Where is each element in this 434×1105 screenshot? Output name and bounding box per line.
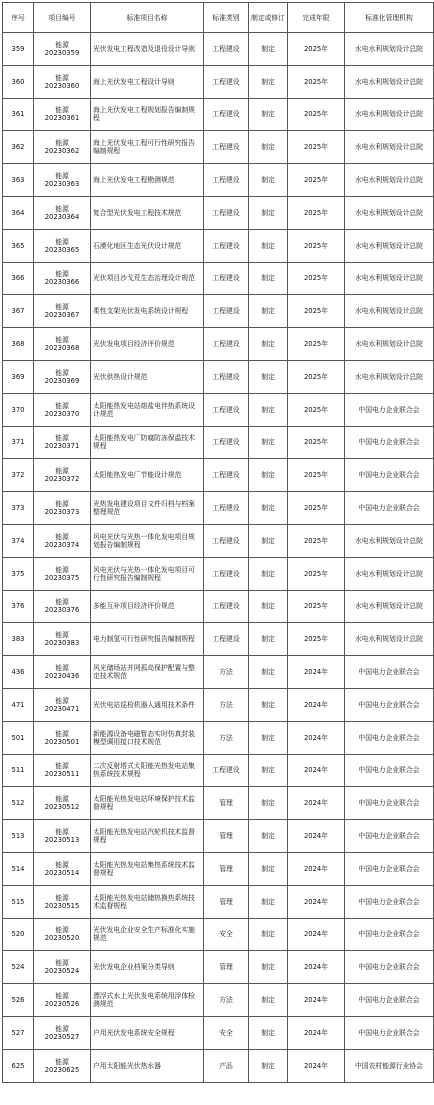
table-row — [3, 656, 434, 689]
cell-revise-type: 制定 — [249, 33, 288, 66]
cell-project-code: 能源 20230383 — [34, 623, 91, 656]
cell-category: 工程建设 — [204, 623, 249, 656]
table-row — [3, 951, 434, 984]
cell-serial: 376 — [3, 590, 34, 623]
cell-project-name: 光伏发电项目经济评价规范 — [91, 328, 204, 361]
cell-serial: 361 — [3, 98, 34, 131]
cell-category: 工程建设 — [204, 393, 249, 426]
cell-project-name: 户用光伏发电系统安全规程 — [91, 1016, 204, 1049]
table-header-row — [3, 3, 434, 33]
cell-category: 工程建设 — [204, 65, 249, 98]
cell-serial: 625 — [3, 1049, 34, 1082]
cell-category: 工程建设 — [204, 492, 249, 525]
cell-deadline: 2025年 — [288, 492, 345, 525]
cell-agency: 中国电力企业联合会 — [345, 393, 434, 426]
cell-project-name: 太阳能光热发电站汽轮机技术监督规程 — [91, 820, 204, 853]
cell-revise-type: 制定 — [249, 852, 288, 885]
cell-serial: 370 — [3, 393, 34, 426]
cell-agency: 中国电力企业联合会 — [345, 852, 434, 885]
cell-deadline: 2025年 — [288, 623, 345, 656]
cell-project-code: 能源 20230515 — [34, 885, 91, 918]
cell-category: 工程建设 — [204, 262, 249, 295]
cell-project-name: 风光储场站并网孤岛保护配置与整定技术规范 — [91, 656, 204, 689]
cell-agency: 水电水利规划设计总院 — [345, 295, 434, 328]
cell-serial: 375 — [3, 557, 34, 590]
table-row — [3, 754, 434, 787]
table-row — [3, 688, 434, 721]
cell-project-name: 海上光伏发电工程可行性研究报告编制规程 — [91, 131, 204, 164]
cell-deadline: 2025年 — [288, 557, 345, 590]
cell-category: 工程建设 — [204, 557, 249, 590]
cell-project-code: 能源 20230512 — [34, 787, 91, 820]
cell-agency: 水电水利规划设计总院 — [345, 360, 434, 393]
cell-revise-type: 制定 — [249, 951, 288, 984]
cell-project-name: 太阳能热发电厂防腐防冻保温技术规程 — [91, 426, 204, 459]
cell-deadline: 2024年 — [288, 1049, 345, 1082]
cell-category: 工程建设 — [204, 196, 249, 229]
table-row — [3, 623, 434, 656]
cell-deadline: 2024年 — [288, 984, 345, 1017]
table-row — [3, 98, 434, 131]
cell-project-name: 光伏供热设计规范 — [91, 360, 204, 393]
cell-project-code: 能源 20230513 — [34, 820, 91, 853]
cell-project-code: 能源 20230368 — [34, 328, 91, 361]
table-row — [3, 492, 434, 525]
cell-project-code: 能源 20230376 — [34, 590, 91, 623]
cell-project-name: 光伏发电企业安全生产标准化实施规范 — [91, 918, 204, 951]
cell-revise-type: 制定 — [249, 1016, 288, 1049]
cell-project-code: 能源 20230471 — [34, 688, 91, 721]
cell-serial: 513 — [3, 820, 34, 853]
cell-serial: 514 — [3, 852, 34, 885]
cell-serial: 520 — [3, 918, 34, 951]
cell-agency: 中国电力企业联合会 — [345, 426, 434, 459]
cell-project-code: 能源 20230526 — [34, 984, 91, 1017]
cell-serial: 367 — [3, 295, 34, 328]
cell-revise-type: 制定 — [249, 393, 288, 426]
cell-deadline: 2025年 — [288, 328, 345, 361]
cell-category: 工程建设 — [204, 328, 249, 361]
cell-category: 工程建设 — [204, 164, 249, 197]
cell-agency: 水电水利规划设计总院 — [345, 623, 434, 656]
cell-deadline: 2025年 — [288, 33, 345, 66]
cell-revise-type: 制定 — [249, 820, 288, 853]
cell-deadline: 2025年 — [288, 229, 345, 262]
cell-agency: 中国电力企业联合会 — [345, 492, 434, 525]
cell-revise-type: 制定 — [249, 656, 288, 689]
cell-category: 工程建设 — [204, 426, 249, 459]
cell-revise-type: 制定 — [249, 524, 288, 557]
cell-category: 工程建设 — [204, 33, 249, 66]
cell-category: 安全 — [204, 1016, 249, 1049]
table-row — [3, 721, 434, 754]
header-serial: 序号 — [3, 3, 34, 33]
cell-project-code: 能源 20230370 — [34, 393, 91, 426]
cell-category: 工程建设 — [204, 590, 249, 623]
cell-agency: 中国电力企业联合会 — [345, 820, 434, 853]
cell-revise-type: 制定 — [249, 984, 288, 1017]
table-row — [3, 393, 434, 426]
cell-project-code: 能源 20230511 — [34, 754, 91, 787]
cell-category: 工程建设 — [204, 131, 249, 164]
cell-project-name: 太阳能光热发电站储热换热系统技术监督规程 — [91, 885, 204, 918]
cell-serial: 368 — [3, 328, 34, 361]
cell-deadline: 2025年 — [288, 360, 345, 393]
cell-deadline: 2024年 — [288, 951, 345, 984]
cell-serial: 526 — [3, 984, 34, 1017]
cell-agency: 中国电力企业联合会 — [345, 918, 434, 951]
cell-revise-type: 制定 — [249, 885, 288, 918]
cell-category: 安全 — [204, 918, 249, 951]
table-row — [3, 885, 434, 918]
header-category: 标准类别 — [204, 3, 249, 33]
table-row — [3, 131, 434, 164]
cell-project-name: 光伏项目沙戈荒生态治理设计规范 — [91, 262, 204, 295]
cell-deadline: 2024年 — [288, 852, 345, 885]
table-row — [3, 787, 434, 820]
cell-project-name: 多能互补项目经济评价规范 — [91, 590, 204, 623]
table-row — [3, 196, 434, 229]
cell-agency: 水电水利规划设计总院 — [345, 164, 434, 197]
cell-project-code: 能源 20230520 — [34, 918, 91, 951]
cell-serial: 365 — [3, 229, 34, 262]
table-row — [3, 820, 434, 853]
cell-deadline: 2024年 — [288, 721, 345, 754]
table-row — [3, 984, 434, 1017]
cell-revise-type: 制定 — [249, 459, 288, 492]
cell-project-code: 能源 20230501 — [34, 721, 91, 754]
cell-serial: 436 — [3, 656, 34, 689]
cell-project-code: 能源 20230369 — [34, 360, 91, 393]
table-row — [3, 328, 434, 361]
cell-agency: 水电水利规划设计总院 — [345, 590, 434, 623]
cell-deadline: 2024年 — [288, 918, 345, 951]
cell-deadline: 2025年 — [288, 426, 345, 459]
cell-agency: 中国电力企业联合会 — [345, 656, 434, 689]
cell-project-name: 柔性支架光伏发电系统设计规程 — [91, 295, 204, 328]
cell-project-name: 户用太阳能光伏热水器 — [91, 1049, 204, 1082]
header-project-name: 标准项目名称 — [91, 3, 204, 33]
cell-project-name: 太阳能光热发电站环境保护技术监督规程 — [91, 787, 204, 820]
cell-category: 产品 — [204, 1049, 249, 1082]
cell-agency: 水电水利规划设计总院 — [345, 33, 434, 66]
cell-category: 工程建设 — [204, 229, 249, 262]
standards-table — [2, 2, 434, 1083]
cell-deadline: 2024年 — [288, 656, 345, 689]
cell-serial: 363 — [3, 164, 34, 197]
cell-serial: 511 — [3, 754, 34, 787]
cell-agency: 水电水利规划设计总院 — [345, 524, 434, 557]
cell-deadline: 2024年 — [288, 787, 345, 820]
cell-category: 工程建设 — [204, 524, 249, 557]
table-row — [3, 65, 434, 98]
cell-agency: 中国电力企业联合会 — [345, 688, 434, 721]
cell-deadline: 2025年 — [288, 524, 345, 557]
cell-revise-type: 制定 — [249, 328, 288, 361]
cell-category: 工程建设 — [204, 754, 249, 787]
cell-revise-type: 制定 — [249, 98, 288, 131]
cell-agency: 水电水利规划设计总院 — [345, 262, 434, 295]
cell-serial: 371 — [3, 426, 34, 459]
cell-project-name: 石漠化地区生态光伏设计规范 — [91, 229, 204, 262]
cell-project-code: 能源 20230374 — [34, 524, 91, 557]
cell-serial: 364 — [3, 196, 34, 229]
cell-revise-type: 制定 — [249, 918, 288, 951]
table-row — [3, 295, 434, 328]
cell-project-code: 能源 20230373 — [34, 492, 91, 525]
cell-category: 方法 — [204, 721, 249, 754]
header-project-code: 项目编号 — [34, 3, 91, 33]
cell-category: 方法 — [204, 984, 249, 1017]
cell-serial: 515 — [3, 885, 34, 918]
cell-project-code: 能源 20230365 — [34, 229, 91, 262]
cell-project-code: 能源 20230360 — [34, 65, 91, 98]
cell-project-code: 能源 20230375 — [34, 557, 91, 590]
cell-project-name: 光热发电建设项目文件归档与档案整理规范 — [91, 492, 204, 525]
cell-revise-type: 制定 — [249, 360, 288, 393]
table-row — [3, 426, 434, 459]
cell-revise-type: 制定 — [249, 262, 288, 295]
cell-agency: 中国电力企业联合会 — [345, 951, 434, 984]
cell-project-code: 能源 20230372 — [34, 459, 91, 492]
cell-agency: 中国电力企业联合会 — [345, 984, 434, 1017]
cell-serial: 373 — [3, 492, 34, 525]
cell-category: 工程建设 — [204, 98, 249, 131]
cell-project-name: 风电光伏与光热一体化发电项目规划报告编制规程 — [91, 524, 204, 557]
cell-project-code: 能源 20230524 — [34, 951, 91, 984]
cell-revise-type: 制定 — [249, 623, 288, 656]
cell-agency: 水电水利规划设计总院 — [345, 229, 434, 262]
cell-serial: 359 — [3, 33, 34, 66]
header-deadline: 完成年限 — [288, 3, 345, 33]
cell-serial: 471 — [3, 688, 34, 721]
cell-agency: 中国电力企业联合会 — [345, 459, 434, 492]
header-revise-type: 制定或修订 — [249, 3, 288, 33]
cell-deadline: 2024年 — [288, 688, 345, 721]
cell-deadline: 2025年 — [288, 196, 345, 229]
cell-project-name: 风电光伏与光热一体化发电项目可行性研究报告编制规程 — [91, 557, 204, 590]
cell-project-name: 二次反射塔式太阳能光热发电站集热系统技术规程 — [91, 754, 204, 787]
table-row — [3, 164, 434, 197]
cell-project-name: 光伏发电工程改造及退役设计导则 — [91, 33, 204, 66]
cell-project-code: 能源 20230527 — [34, 1016, 91, 1049]
cell-project-name: 海上光伏发电工程规划报告编制规程 — [91, 98, 204, 131]
table-row — [3, 459, 434, 492]
table-row — [3, 590, 434, 623]
table-row — [3, 852, 434, 885]
table-row — [3, 524, 434, 557]
table-body — [3, 33, 434, 1083]
cell-revise-type: 制定 — [249, 688, 288, 721]
cell-serial: 366 — [3, 262, 34, 295]
cell-agency: 水电水利规划设计总院 — [345, 328, 434, 361]
cell-serial: 512 — [3, 787, 34, 820]
cell-revise-type: 制定 — [249, 590, 288, 623]
cell-revise-type: 制定 — [249, 557, 288, 590]
cell-category: 管理 — [204, 885, 249, 918]
cell-revise-type: 制定 — [249, 492, 288, 525]
cell-revise-type: 制定 — [249, 164, 288, 197]
table-row — [3, 229, 434, 262]
cell-category: 工程建设 — [204, 360, 249, 393]
cell-revise-type: 制定 — [249, 1049, 288, 1082]
cell-agency: 水电水利规划设计总院 — [345, 65, 434, 98]
cell-deadline: 2024年 — [288, 754, 345, 787]
cell-revise-type: 制定 — [249, 754, 288, 787]
cell-revise-type: 制定 — [249, 196, 288, 229]
table-row — [3, 1016, 434, 1049]
cell-project-code: 能源 20230362 — [34, 131, 91, 164]
cell-serial: 362 — [3, 131, 34, 164]
header-agency: 标准化管理机构 — [345, 3, 434, 33]
cell-project-name: 太阳能热发电站熔盐电伴热系统设计规范 — [91, 393, 204, 426]
cell-agency: 中国电力企业联合会 — [345, 787, 434, 820]
cell-agency: 水电水利规划设计总院 — [345, 196, 434, 229]
cell-deadline: 2024年 — [288, 885, 345, 918]
cell-serial: 383 — [3, 623, 34, 656]
cell-project-name: 海上光伏发电工程勘测规范 — [91, 164, 204, 197]
cell-deadline: 2025年 — [288, 65, 345, 98]
cell-project-name: 海上光伏发电工程设计导则 — [91, 65, 204, 98]
cell-agency: 中国电力企业联合会 — [345, 1016, 434, 1049]
cell-deadline: 2025年 — [288, 459, 345, 492]
cell-revise-type: 制定 — [249, 131, 288, 164]
cell-project-code: 能源 20230436 — [34, 656, 91, 689]
cell-revise-type: 制定 — [249, 65, 288, 98]
cell-category: 方法 — [204, 688, 249, 721]
cell-project-code: 能源 20230359 — [34, 33, 91, 66]
cell-category: 管理 — [204, 951, 249, 984]
cell-revise-type: 制定 — [249, 295, 288, 328]
cell-category: 工程建设 — [204, 459, 249, 492]
cell-category: 管理 — [204, 820, 249, 853]
cell-serial: 369 — [3, 360, 34, 393]
cell-project-name: 漂浮式水上光伏发电系统用浮体检测规范 — [91, 984, 204, 1017]
cell-project-name: 光伏发电企业档案分类导则 — [91, 951, 204, 984]
cell-serial: 372 — [3, 459, 34, 492]
cell-deadline: 2024年 — [288, 820, 345, 853]
cell-deadline: 2025年 — [288, 295, 345, 328]
cell-serial: 527 — [3, 1016, 34, 1049]
cell-project-code: 能源 20230366 — [34, 262, 91, 295]
cell-serial: 374 — [3, 524, 34, 557]
cell-revise-type: 制定 — [249, 229, 288, 262]
cell-project-code: 能源 20230514 — [34, 852, 91, 885]
table-row — [3, 1049, 434, 1082]
cell-deadline: 2025年 — [288, 262, 345, 295]
cell-project-name: 电力制氢可行性研究报告编制规程 — [91, 623, 204, 656]
cell-deadline: 2025年 — [288, 131, 345, 164]
cell-project-code: 能源 20230625 — [34, 1049, 91, 1082]
cell-serial: 501 — [3, 721, 34, 754]
cell-deadline: 2025年 — [288, 164, 345, 197]
table-row — [3, 262, 434, 295]
cell-project-code: 能源 20230364 — [34, 196, 91, 229]
cell-category: 管理 — [204, 852, 249, 885]
cell-agency: 中国电力企业联合会 — [345, 754, 434, 787]
cell-project-code: 能源 20230367 — [34, 295, 91, 328]
table-row — [3, 360, 434, 393]
cell-deadline: 2025年 — [288, 590, 345, 623]
cell-serial: 360 — [3, 65, 34, 98]
cell-category: 管理 — [204, 787, 249, 820]
cell-revise-type: 制定 — [249, 426, 288, 459]
cell-project-name: 太阳能热发电厂节能设计规范 — [91, 459, 204, 492]
cell-agency: 水电水利规划设计总院 — [345, 557, 434, 590]
cell-project-name: 光伏电站巡检机器人通用技术条件 — [91, 688, 204, 721]
cell-serial: 524 — [3, 951, 34, 984]
cell-agency: 水电水利规划设计总院 — [345, 131, 434, 164]
cell-category: 方法 — [204, 656, 249, 689]
cell-project-name: 太阳能光热发电站集热系统技术监督规程 — [91, 852, 204, 885]
cell-agency: 中国农村能源行业协会 — [345, 1049, 434, 1082]
cell-deadline: 2025年 — [288, 393, 345, 426]
cell-agency: 中国电力企业联合会 — [345, 721, 434, 754]
cell-revise-type: 制定 — [249, 721, 288, 754]
table-row — [3, 33, 434, 66]
cell-project-code: 能源 20230363 — [34, 164, 91, 197]
table-row — [3, 557, 434, 590]
cell-project-code: 能源 20230361 — [34, 98, 91, 131]
cell-agency: 水电水利规划设计总院 — [345, 98, 434, 131]
cell-deadline: 2025年 — [288, 98, 345, 131]
table-row — [3, 918, 434, 951]
cell-category: 工程建设 — [204, 295, 249, 328]
cell-project-code: 能源 20230371 — [34, 426, 91, 459]
cell-revise-type: 制定 — [249, 787, 288, 820]
cell-project-name: 复合型光伏发电工程技术规范 — [91, 196, 204, 229]
cell-project-name: 新能源设备电磁暂态实时仿真封装模型调用接口技术规范 — [91, 721, 204, 754]
cell-agency: 中国电力企业联合会 — [345, 885, 434, 918]
cell-deadline: 2024年 — [288, 1016, 345, 1049]
